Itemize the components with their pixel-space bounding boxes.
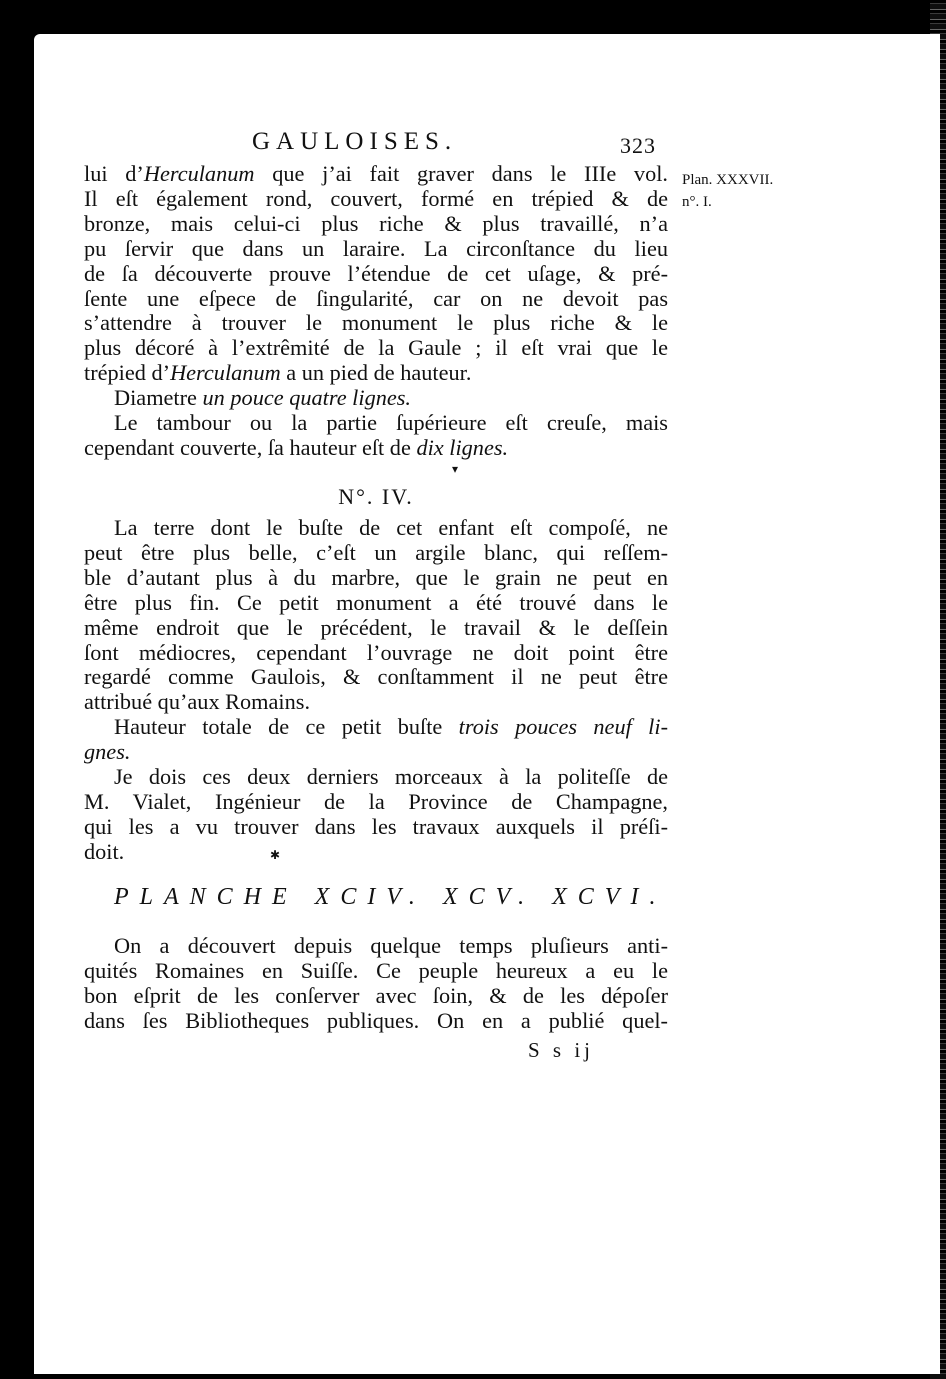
signature-mark: S s ij: [528, 1038, 595, 1062]
text-line: bon eſprit de les conſerver avec ſoin, & de les dépoſer: [84, 982, 668, 1008]
text-line: s’attendre à trouver le monument le plus riche & le: [84, 310, 668, 336]
text-line: M. Vialet, Ingénieur de la Province de Champagne,: [84, 788, 668, 814]
text-line: dans ſes Bibliotheques publiques. On en a publié quel-: [84, 1007, 668, 1033]
text-line: La terre dont le buſte de cet enfant eſt compoſé, ne: [114, 515, 668, 540]
ink-speck: ✱: [270, 848, 281, 862]
ink-speck: ▾: [452, 462, 459, 476]
text-line: qui les a vu trouver dans les travaux auxquels il préſi-: [84, 813, 668, 839]
text-line: ſente une eſpece de ſingularité, car on ne devoit pas: [84, 285, 668, 311]
text-line: être plus fin. Ce petit monument a été trouvé dans le: [84, 589, 668, 615]
planche-heading: PLANCHE XCIV. XCV. XCVI.: [114, 884, 667, 910]
paragraph-4: [84, 934, 668, 1034]
text-line: pu ſervir que dans un laraire. La circonſtance du lieu: [84, 235, 668, 261]
text-line: quités Romaines en Suiſſe. Ce peuple heureux a eu le: [84, 957, 668, 983]
page-number: 323: [620, 133, 656, 158]
hauteur-line: gnes.: [84, 739, 131, 765]
text-line: plus décoré à l’extrêmité de la Gaule ; il eſt vrai que le: [84, 335, 668, 361]
hauteur-line: Hauteur totale de ce petit buſte trois pouces neuf li-: [114, 714, 668, 740]
text-line: peut être plus belle, c’eſt un argile blanc, qui reſſem-: [84, 539, 668, 565]
text-line: ſont médiocres, cependant l’ouvrage ne doit point être: [84, 639, 668, 665]
running-header: GAULOISES.: [252, 128, 458, 155]
tambour-line: cependant couverte, ſa hauteur eſt de dix lignes.: [84, 434, 509, 460]
margin-note-number: n°. I.: [682, 194, 712, 210]
text-line: doit.: [84, 838, 125, 864]
text-line: lui d’Herculanum que j’ai fait graver dans le IIIe vol.: [84, 161, 668, 186]
paragraph-2: [84, 516, 668, 865]
text-line: Je dois ces deux derniers morceaux à la politeſſe de: [114, 764, 668, 790]
text-line: Il eſt également rond, couvert, formé en trépied & de: [84, 185, 668, 211]
section-heading-iv: N°. IV.: [338, 484, 414, 509]
text-line: ble d’autant plus à du marbre, que le grain ne peut en: [84, 564, 668, 590]
text-line: On a découvert depuis quelque temps pluſieurs anti-: [114, 933, 668, 958]
text-line: trépied d’Herculanum a un pied de hauteur.: [84, 360, 472, 386]
text-line: même endroit que le précédent, le travail & le deſſein: [84, 614, 668, 640]
diametre-line: Diametre un pouce quatre lignes.: [114, 385, 412, 411]
paragraph-1: [84, 162, 668, 461]
text-line: regardé comme Gaulois, & conſtamment il ne peut être: [84, 664, 668, 690]
text-line: bronze, mais celui-ci plus riche & plus travaillé, n’a: [84, 210, 668, 236]
margin-note-plate: Plan. XXXVII.: [682, 172, 774, 188]
text-line: de ſa découverte prouve l’étendue de cet uſage, & pré-: [84, 260, 668, 286]
tambour-line: Le tambour ou la partie ſupérieure eſt creuſe, mais: [114, 410, 668, 436]
text-line: attribué qu’aux Romains.: [84, 689, 311, 715]
